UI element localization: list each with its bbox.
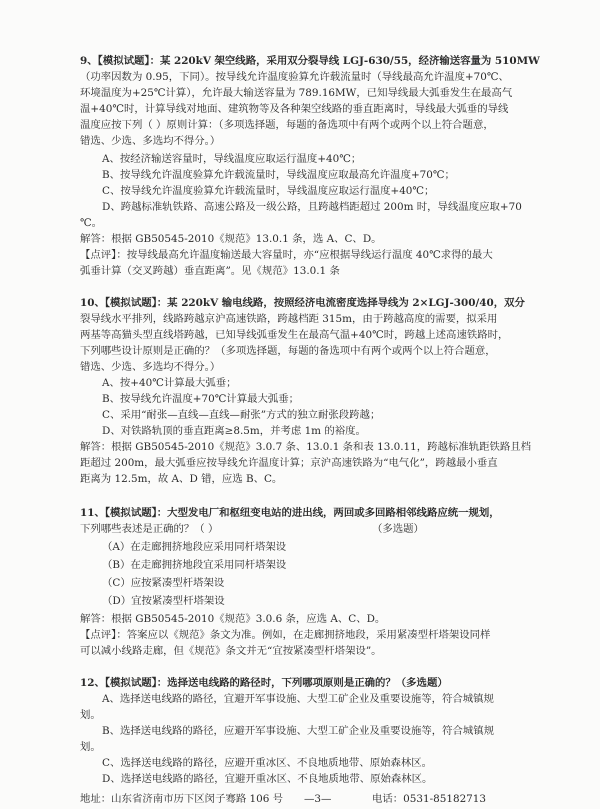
q11-option-d: （D）宜按紧凑型杆塔架设: [102, 595, 225, 607]
q10-option-b: B、按导线允许温度+70℃计算最大弧垂；: [102, 393, 300, 405]
q10-option-c: C、采用“耐张—直线—直线—耐张”方式的独立耐张段跨越；: [102, 409, 381, 421]
q11-option-c: （C）应按紧凑型杆塔架设: [102, 577, 225, 589]
q9-answer: 解答：根据 GB50545-2010《规范》13.0.1 条，选 A、C、D。: [80, 233, 382, 245]
q12-option-a: A、选择送电线路的路径，宜避开军事设施、大型工矿企业及重要设施等，符合城镇规: [102, 693, 494, 705]
q9-stem-line: （功率因数为 0.95，下同）。按导线允许温度验算允许载流量时（导线最高允许温度+70℃、: [80, 71, 509, 83]
q10-answer-line: 距超过 200m，最大弧垂应按导线允许温度计算；京沪高速铁路为“电气化”，跨越最小垂直: [80, 457, 498, 469]
q10-answer-line: 解答：根据 GB50545-2010《规范》3.0.7 条、13.0.1 条和表 13.0.11，跨越标准轨距铁路且档: [80, 441, 532, 453]
q9-stem-line: 错选、少选、多选均不得分。）: [80, 135, 221, 147]
q9-option-a: A、按经济输送容量时，导线温度应取运行温度+40℃；: [102, 153, 362, 165]
q11-comment-line: 可以减小线路走廊，但《规范》条文并无“宜按紧凑型杆塔架设”。: [80, 645, 382, 657]
q10-stem-line: 两基等高猫头型直线塔跨越，已知导线弧垂发生在最高气温+40℃时，跨越上述高速铁路时，: [80, 329, 509, 341]
q11-comment-line: 【点评】：答案应以《规范》条文为准。例如，在走廊拥挤地段，采用紧凑型杆塔架设同样: [80, 629, 491, 641]
q12-stem: 12、【模拟试题】：选择送电线路的路径时，下列哪项原则是正确的？（多选题）: [80, 677, 448, 689]
footer-phone: 电话：0531-85182713: [372, 793, 487, 805]
q9-stem-line: 温+40℃时，计算导线对地面、建筑物等及各种架空线路的垂直距离时，导线最大弧垂的导线: [80, 103, 509, 115]
q10-answer-line: 距离为 12.5m，故 A、D 错，应选 B、C。: [80, 473, 283, 485]
footer-address: 地址：山东省济南市历下区闵子骞路 106 号: [80, 793, 284, 805]
q9-option-b: B、按导线允许温度验算允许载流量时，导线温度应取最高允许温度+70℃；: [102, 169, 455, 181]
q11-option-b: （B）在走廊拥挤地段宜采用同杆塔架设: [102, 559, 287, 571]
q10-option-a: A、按+40℃计算最大弧垂；: [102, 377, 237, 389]
q9-stem-line: 9、【模拟试题】：某 220kV 架空线路，采用双分裂导线 LGJ-630/55，经济输送容量为 510MW: [80, 55, 540, 67]
q9-stem-line: 温度应按下列（ ）原则计算：（多项选择题，每题的备选项中有两个或两个以上符合题意，: [80, 119, 494, 131]
q9-option-c: C、按导线允许温度验算允许载流量时，导线温度应取运行温度+40℃；: [102, 185, 435, 197]
q10-stem-line: 裂导线水平排列，线路跨越京沪高速铁路，跨越档距 315m，由于跨越高度的需要，拟采用: [80, 313, 498, 325]
q10-stem-line: 10、【模拟试题】：某 220kV 输电线路，按照经济电流密度选择导线为 2×LGJ-300/40，双分: [80, 297, 525, 309]
q10-stem-line: 错选、少选、多选均不得分。）: [80, 361, 221, 373]
q12-option-a-cont: 划。: [80, 709, 101, 721]
q9-comment-line: 【点评】：按导线最高允许温度输送最大容量时，亦“应根据导线运行温度 40℃求得的最大: [80, 249, 493, 261]
q12-option-b-cont: 划。: [80, 741, 101, 753]
footer-page-number: —3—: [304, 793, 332, 805]
q11-option-a: （A）在走廊拥挤地段应采用同杆塔架设: [102, 541, 287, 553]
q9-option-d: D、跨越标准轨铁路、高速公路及一级公路，且跨越档距超过 200m 时，导线温度应取+70: [102, 201, 522, 213]
q12-option-d: D、选择送电线路的路径，宜避开重冰区、不良地质地带、原始森林区。: [102, 773, 433, 785]
q11-question-type: （多选题）: [372, 523, 424, 535]
q12-option-b: B、选择送电线路的路径，应避开军事设施、大型工矿企业及重要设施等，符合城镇规: [102, 725, 495, 737]
q9-option-d-cont: ℃。: [80, 217, 103, 229]
q9-comment-line: 弧垂计算（交叉跨越）垂直距离”。见《规范》13.0.1 条: [80, 265, 340, 277]
q11-answer: 解答：根据 GB50545-2010《规范》3.0.6 条，应选 A、C、D。: [80, 613, 386, 625]
q10-stem-line: 下列哪些设计原则是正确的？（多项选择题，每题的备选项中有两个或两个以上符合题意，: [80, 345, 496, 357]
q11-stem-line: 11、【模拟试题】：大型发电厂和枢纽变电站的进出线，两回或多回路相邻线路应统一规划，: [80, 507, 500, 519]
q9-stem-line: 环境温度为+25℃计算），允许最大输送容量为 789.16MW，已知导线最大弧垂发生在最高气: [80, 87, 513, 99]
q11-stem-line: 下列哪些表述是正确的？（ ）: [80, 523, 219, 535]
q12-option-c: C、选择送电线路的路径，应避开重冰区、不良地质地带、原始森林区。: [102, 757, 433, 769]
q10-option-d: D、对铁路轨顶的垂直距离≥8.5m，并考虑 1m 的裕度。: [102, 425, 366, 437]
